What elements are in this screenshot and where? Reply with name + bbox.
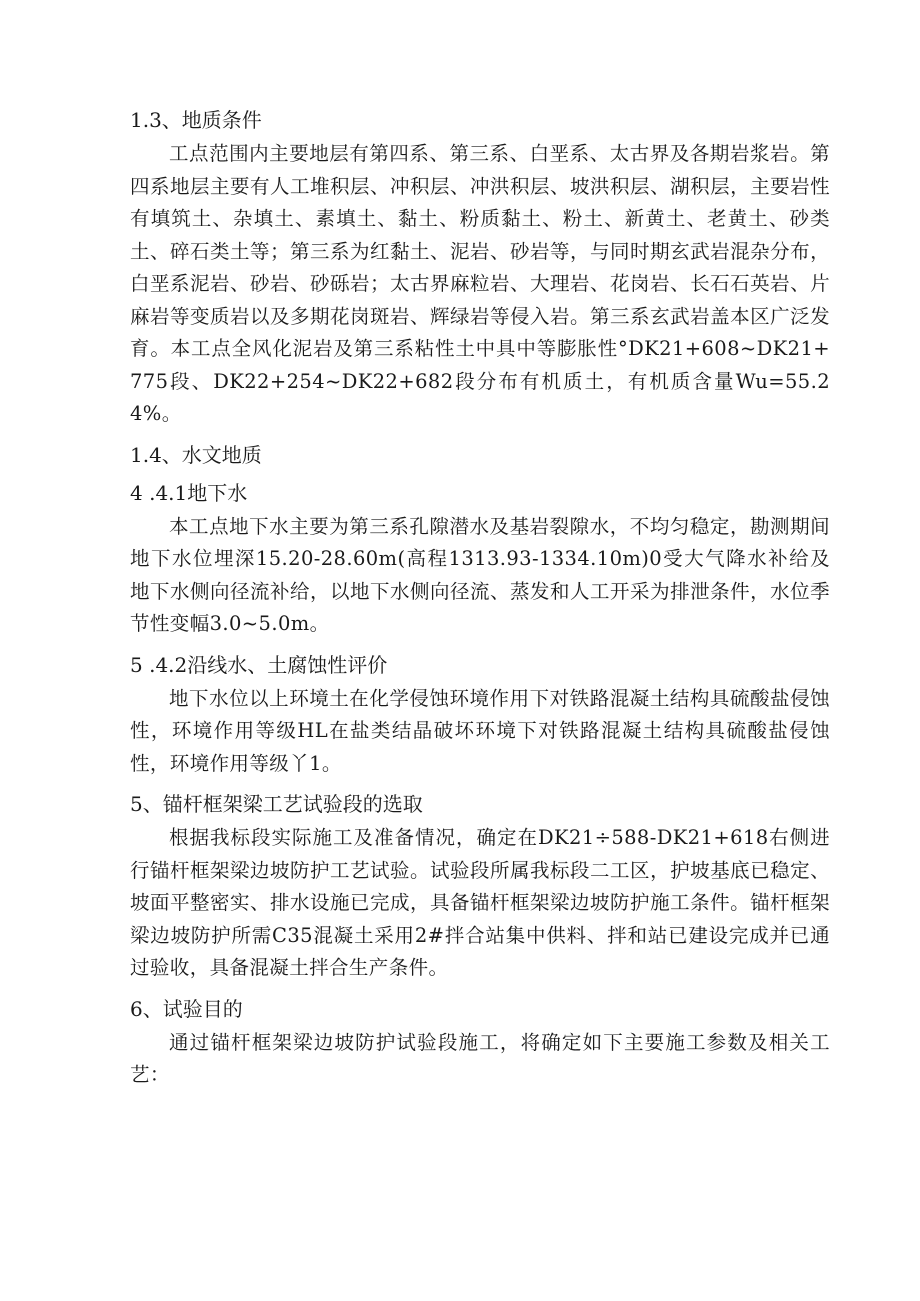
paragraph-test-purpose: 通过锚杆框架梁边坡防护试验段施工，将确定如下主要施工参数及相关工艺： (130, 1030, 830, 1086)
paragraph-test-section: 根据我标段实际施工及准备情况，确定在DK21÷588-DK21+618右侧进行锚杆框架梁边坡防护工艺试验。试验段所属我标段二工区，护坡基底已稳定、坡面平整密实、排水设施已完成，具备锚杆框架梁边坡防护施工条件。锚杆框架梁边坡防护所需C35混凝土采用2#拌合站集中供料、拌和站已建设完成并已通过验收，具备混凝土拌合生产条件。 (130, 826, 830, 979)
section-heading-corrosion: 5 .4.2沿线水、土腐蚀性评价 (130, 652, 388, 677)
section-heading-geology: 1.3、地质条件 (130, 108, 262, 132)
section-heading-hydrogeology: 1.4、水文地质 (130, 442, 262, 467)
document-page (130, 100, 830, 1096)
section-heading-test-purpose: 6、试验目的 (130, 996, 243, 1021)
paragraph-geology: 工点范围内主要地层有第四系、第三系、白垩系、太古界及各期岩浆岩。第四系地层主要有人工堆积层、冲积层、冲洪积层、坡洪积层、湖积层，主要岩性有填筑土、杂填土、素填土、黏土、粉质黏土、粉土、新黄土、老黄土、砂类土、碎石类土等；第三系为红黏土、泥岩、砂岩等，与同时期玄武岩混杂分布，白垩系泥岩、砂岩、砂砾岩；太古界麻粒岩、大理岩、花岗岩、长石石英岩、片麻岩等变质岩以及多期花岗斑岩、辉绿岩等侵入岩。第三系玄武岩盖本区广泛发育。本工点全风化泥岩及第三系粘性土中具中等膨胀性°DK21+608~DK21+775段、DK22+254~DK22+682段分布有机质土，有机质含量Wu=55.24%。 (130, 142, 830, 425)
paragraph-corrosion: 地下水位以上环境土在化学侵蚀环境作用下对铁路混凝土结构具硫酸盐侵蚀性，环境作用等级HL在盐类结晶破坏环境下对铁路混凝土结构具硫酸盐侵蚀性，环境作用等级丫1。 (130, 686, 830, 775)
section-heading-test-section: 5、锚杆框架梁工艺试验段的选取 (130, 792, 423, 816)
paragraph-groundwater: 本工点地下水主要为第三系孔隙潜水及基岩裂隙水，不均匀稳定，勘测期间地下水位埋深15.20-28.60m(高程1313.93-1334.10m)0受大气降水补给及地下水侧向径流补给，以地下水侧向径流、蒸发和人工开采为排泄条件，水位季节性变幅3.0~5.0m。 (130, 514, 830, 635)
section-heading-groundwater: 4 .4.1地下水 (130, 480, 248, 505)
